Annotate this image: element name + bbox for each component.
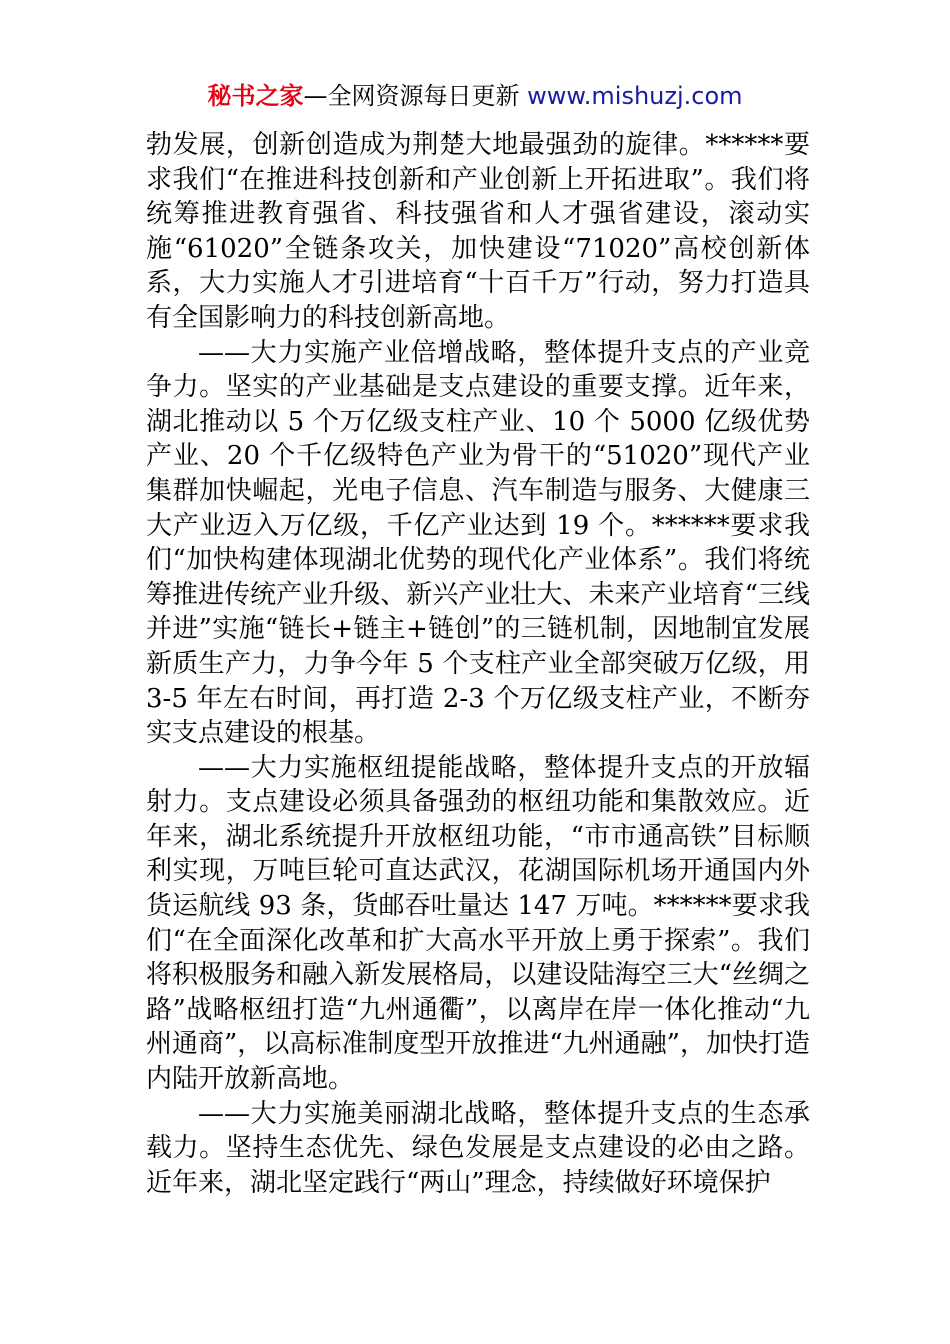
site-brand: 秘书之家: [207, 82, 304, 110]
document-body: [146, 128, 810, 1200]
paragraph: ——大力实施枢纽提能战略，整体提升支点的开放辐射力。支点建设必须具备强劲的枢纽功能和集散效应。近年来，湖北系统提升开放枢纽功能，“市市通高铁”目标顺利实现，万吨巨轮可直达武汉，花湖国际机场开通国内外货运航线 93 条，货邮吞吐量达 147 万吨。******要求我们“在全面深化改革和扩大高水平开放上勇于探索”。我们将积极服务和融入新发展格局，以建设陆海空三大“丝绸之路”战略枢纽打造“九州通衢”，以离岸在岸一体化推动“九州通商”，以高标准制度型开放推进“九州通融”，加快打造内陆开放新高地。: [146, 752, 810, 1095]
paragraph: 勃发展，创新创造成为荆楚大地最强劲的旋律。******要求我们“在推进科技创新和产业创新上开拓进取”。我们将统筹推进教育强省、科技强省和人才强省建设，滚动实施“61020”全链条攻关，加快建设“71020”高校创新体系，大力实施人才引进培育“十百千万”行动，努力打造具有全国影响力的科技创新高地。: [146, 130, 810, 333]
site-tagline: —全网资源每日更新: [303, 82, 528, 110]
page-header: [0, 80, 950, 112]
site-url[interactable]: www.mishuzj.com: [527, 82, 743, 110]
paragraph: ——大力实施产业倍增战略，整体提升支点的产业竞争力。坚实的产业基础是支点建设的重要支撑。近年来，湖北推动以 5 个万亿级支柱产业、10 个 5000 亿级优势产业、20 个千亿级特色产业为骨干的“51020”现代产业集群加快崛起，光电子信息、汽车制造与服务、大健康三大产业迈入万亿级，千亿产业达到 19 个。******要求我们“加快构建体现湖北优势的现代化产业体系”。我们将统筹推进传统产业升级、新兴产业壮大、未来产业培育“三线并进”实施“链长+链主+链创”的三链机制，因地制宜发展新质生产力，力争今年 5 个支柱产业全部突破万亿级，用 3-5 年左右时间，再打造 2-3 个万亿级支柱产业，不断夯实支点建设的根基。: [146, 337, 810, 749]
paragraph: ——大力实施美丽湖北战略，整体提升支点的生态承载力。坚持生态优先、绿色发展是支点建设的必由之路。近年来，湖北坚定践行“两山”理念，持续做好环境保护: [146, 1098, 810, 1198]
